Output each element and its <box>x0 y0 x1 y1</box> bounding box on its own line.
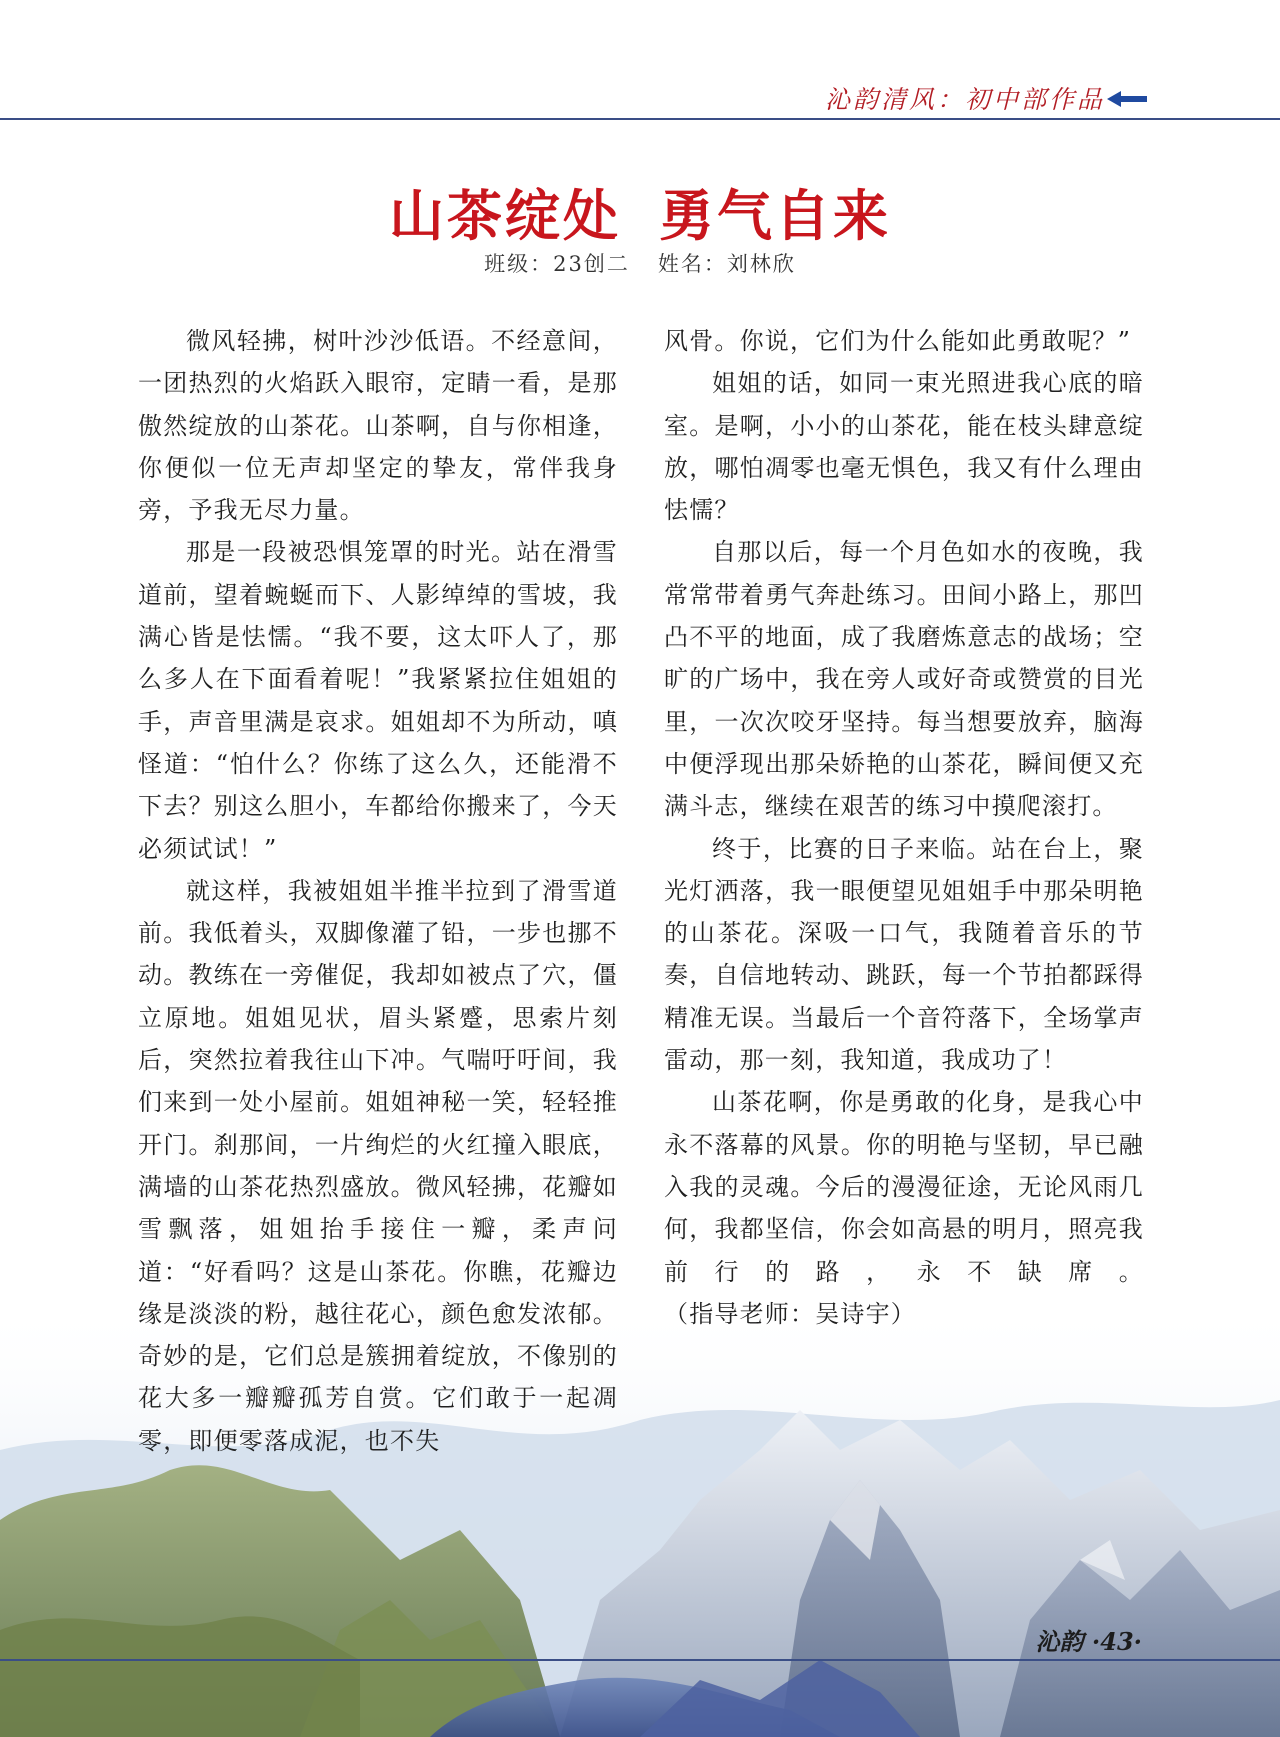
magazine-name: 沁韵 <box>1035 1627 1084 1656</box>
class-info: 班级：23创二 <box>484 252 630 276</box>
paragraph: 姐姐的话，如同一束光照进我心底的暗室。是啊，小小的山茶花，能在枝头肆意绽放，哪怕凋零也毫无惧色，我又有什么理由怯懦？ <box>664 369 1144 525</box>
left-arrow-icon <box>1107 91 1147 107</box>
left-column <box>138 320 618 1462</box>
paragraph: 就这样，我被姐姐半推半拉到了滑雪道前。我低着头，双脚像灌了铅，一步也挪不动。教练在一旁催促，我却如被点了穴，僵立原地。姐姐见状，眉头紧蹙，思索片刻后，突然拉着我往山下冲。气喘吁吁间，我们来到一处小屋前。姐姐神秘一笑，轻轻推开门。刹那间，一片绚烂的火红撞入眼底，满墙的山茶花热烈盛放。微风轻拂，花瓣如雪飘落，姐姐抬手接住一瓣，柔声问道：“好看吗？这是山茶花。你瞧，花瓣边缘是淡淡的粉，越往花心，颜色愈发浓郁。奇妙的是，它们总是簇拥着绽放，不像别的花大多一瓣瓣孤芳自赏。它们敢于一起凋零，即便零落成泥，也不失 <box>138 876 618 1455</box>
title-part-1: 山茶绽处 <box>388 184 621 248</box>
article-title <box>0 172 1280 251</box>
right-column <box>664 320 1144 1335</box>
paragraph: 自那以后，每一个月色如水的夜晚，我常常带着勇气奔赴练习。田间小路上，那凹凸不平的地面，成了我磨炼意志的战场；空旷的广场中，我在旁人或好奇或赞赏的目光里，一次次咬牙坚持。每当想要放弃，脑海中便浮现出那朵娇艳的山茶花，瞬间便又充满斗志，继续在艰苦的练习中摸爬滚打。 <box>664 538 1144 821</box>
advisor-note: （指导老师：吴诗宇） <box>664 1299 916 1328</box>
final-paragraph <box>664 1081 1144 1335</box>
title-part-2: 勇气自来 <box>659 184 892 248</box>
paragraph-continuation: 风骨。你说，它们为什么能如此勇敢呢？” <box>664 327 1132 355</box>
footer-page-label <box>1036 1622 1142 1657</box>
footer-rule <box>0 1659 1280 1661</box>
closing-text: 山茶花啊，你是勇敢的化身，是我心中永不落幕的风景。你的明艳与坚韧，早已融入我的灵魂。今后的漫漫征途，无论风雨几何，我都坚信，你会如高悬的明月，照亮我前行的路，永不缺席。 <box>664 1088 1144 1286</box>
section-label: 沁韵清风：初中部作品 <box>824 85 1105 114</box>
paragraph: 微风轻拂，树叶沙沙低语。不经意间，一团热烈的火焰跃入眼帘，定睛一看，是那傲然绽放的山茶花。山茶啊，自与你相逢，你便似一位无声却坚定的挚友，常伴我身旁，予我无尽力量。 <box>138 327 618 525</box>
header-rule <box>0 118 1280 120</box>
page-number: ·43· <box>1091 1627 1142 1656</box>
paragraph: 终于，比赛的日子来临。站在台上，聚光灯洒落，我一眼便望见姐姐手中那朵明艳的山茶花。深吸一口气，我随着音乐的节奏，自信地转动、跳跃，每一个节拍都踩得精准无误。当最后一个音符落下，全场掌声雷动，那一刻，我知道，我成功了！ <box>664 834 1144 1075</box>
author-name: 姓名：刘林欣 <box>657 252 796 276</box>
paragraph: 那是一段被恐惧笼罩的时光。站在滑雪道前，望着蜿蜒而下、人影绰绰的雪坡，我满心皆是怯懦。“我不要，这太吓人了，那么多人在下面看着呢！”我紧紧拉住姐姐的手，声音里满是哀求。姐姐却不为所动，嗔怪道：“怕什么？你练了这么久，还能滑不下去？别这么胆小，车都给你搬来了，今天必须试试！” <box>138 538 618 863</box>
byline <box>0 248 1280 278</box>
